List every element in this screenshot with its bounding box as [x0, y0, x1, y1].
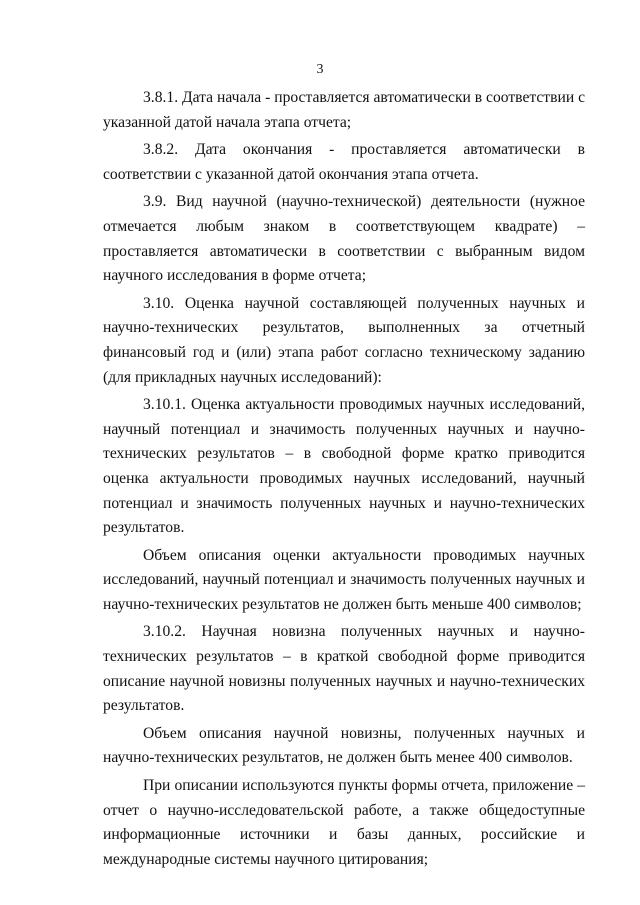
paragraph-sources: При описании используются пункты формы отчета, приложение – отчет о научно-исследовательской работе, а также общедоступные информационные источники и базы данных, российские и международные системы научного цитирования;	[103, 777, 585, 868]
paragraph-3-10-2: 3.10.2. Научная новизна полученных научных и научно-технических результатов – в краткой свободной форме приводится описание научной новизны полученных научных и научно-технических результатов.	[103, 623, 585, 715]
document-body	[103, 86, 585, 872]
paragraph-3-8-2: 3.8.2. Дата окончания - проставляется автоматически в соответствии с указанной датой окончания этапа отчета.	[103, 141, 585, 183]
page-number: 3	[316, 62, 324, 77]
paragraph-3-9: 3.9. Вид научной (научно-технической) деятельности (нужное отмечается любым знаком в соответствующем квадрате) – проставляется автоматически в соответствии с выбранным видом научного исследования в форме отчета;	[103, 193, 585, 285]
paragraph-volume-relevance: Объем описания оценки актуальности проводимых научных исследований, научный потенциал и значимость полученных научных и научно-технических результатов не должен быть меньше 400 символов;	[103, 546, 585, 613]
paragraph-3-8-1: 3.8.1. Дата начала - проставляется автоматически в соответствии с указанной датой начала этапа отчета;	[103, 89, 585, 131]
paragraph-volume-novelty: Объем описания научной новизны, полученных научных и научно-технических результатов, не должен быть менее 400 символов.	[103, 724, 585, 767]
paragraph-3-10: 3.10. Оценка научной составляющей полученных научных и научно-технических результатов, выполненных за отчетный финансовый год и (или) этапа работ согласно техническому заданию (для прикладных научных исследований):	[103, 294, 585, 386]
paragraph-3-10-1: 3.10.1. Оценка актуальности проводимых научных исследований, научный потенциал и значимость полученных научных и научно-технических результатов – в свободной форме кратко приводится оценка актуальности проводимых научных исследований, научный потенциал и значимость полученных научных и научно-технических результатов.	[103, 396, 585, 537]
